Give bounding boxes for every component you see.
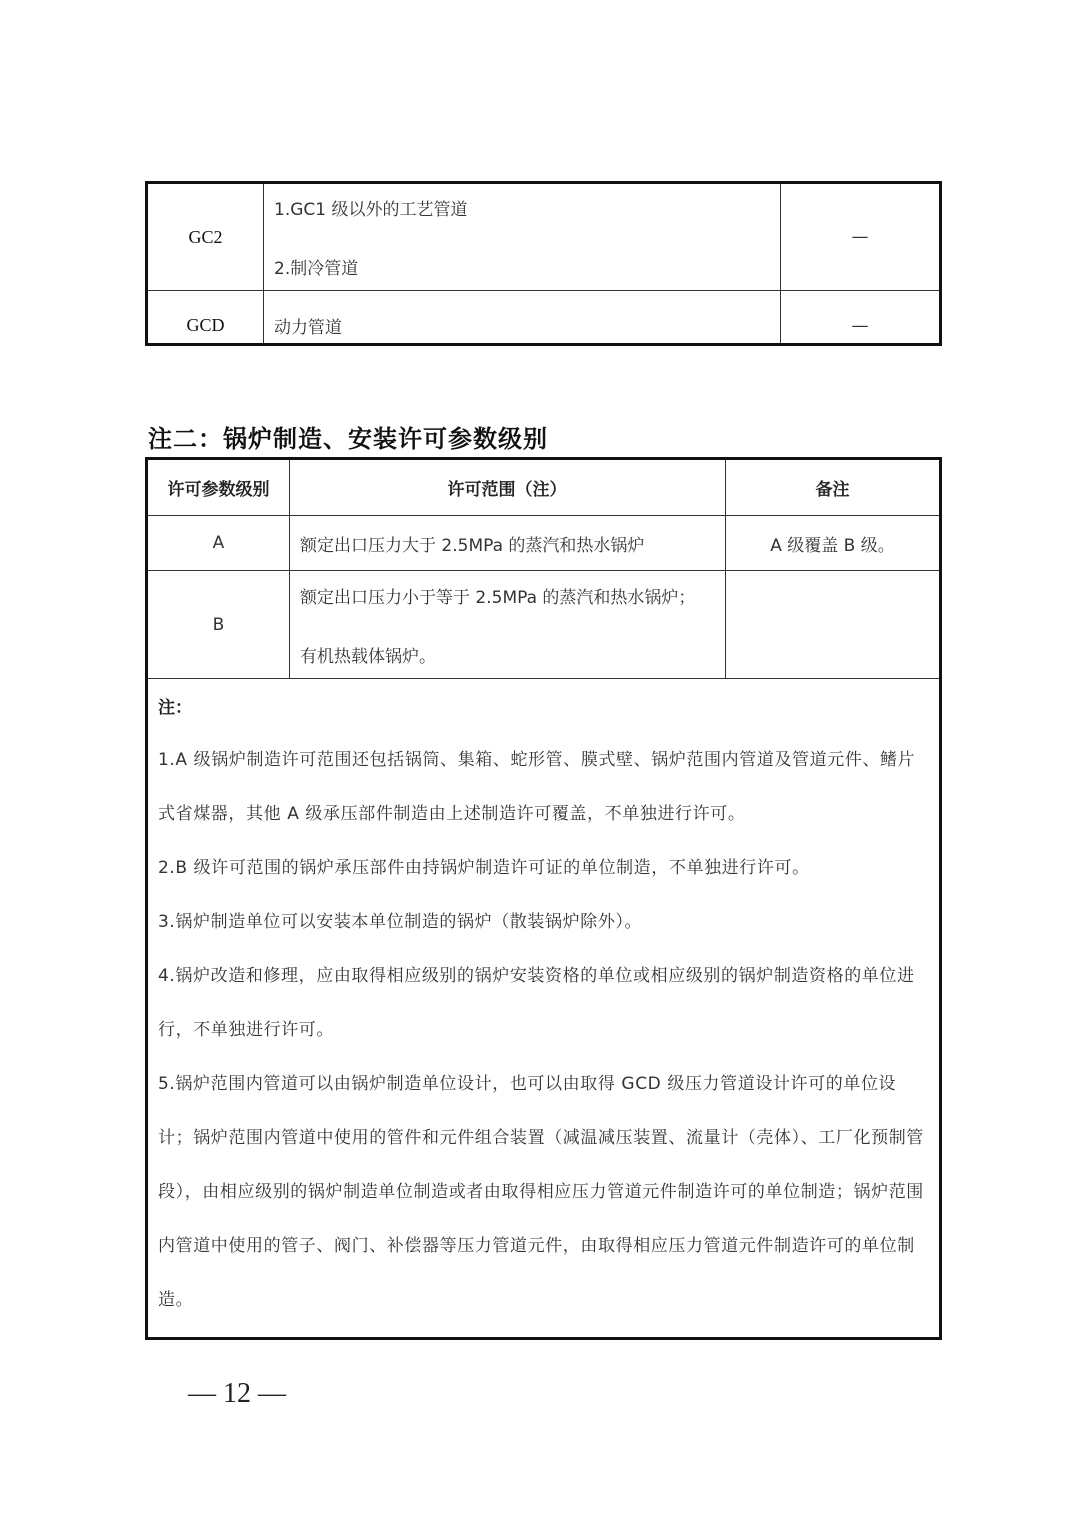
level-cell: GC2 bbox=[147, 183, 264, 291]
table-header-row bbox=[147, 459, 941, 516]
scope-line: 额定出口压力小于等于 2.5MPa 的蒸汽和热水锅炉； bbox=[300, 587, 696, 608]
scope-cell: 额定出口压力大于 2.5MPa 的蒸汽和热水锅炉 bbox=[290, 516, 726, 571]
section-title: 注二：锅炉制造、安装许可参数级别 bbox=[148, 425, 548, 453]
boiler-levels-table bbox=[145, 457, 942, 1340]
scope-cell: 动力管道 bbox=[264, 291, 781, 345]
scope-cell bbox=[290, 571, 726, 679]
header-scope: 许可范围（注） bbox=[290, 459, 726, 516]
note-item: 4.锅炉改造和修理，应由取得相应级别的锅炉安装资格的单位或相应级别的锅炉制造资格的单位进行，不单独进行许可。 bbox=[158, 966, 915, 1040]
remark-cell: — bbox=[781, 183, 941, 291]
piping-levels-table bbox=[145, 181, 942, 346]
note-item: 2.B 级许可范围的锅炉承压部件由持锅炉制造许可证的单位制造，不单独进行许可。 bbox=[158, 858, 810, 878]
notes-row bbox=[147, 679, 941, 1339]
header-level: 许可参数级别 bbox=[147, 459, 290, 516]
page-number: — 12 — bbox=[188, 1378, 286, 1409]
scope-cell bbox=[264, 183, 781, 291]
scope-line: 2.制冷管道 bbox=[274, 259, 359, 279]
notes-cell bbox=[147, 679, 941, 1339]
level-cell: B bbox=[147, 571, 290, 679]
note-item: 3.锅炉制造单位可以安装本单位制造的锅炉（散装锅炉除外）。 bbox=[158, 912, 643, 932]
notes-heading: 注： bbox=[158, 698, 192, 718]
remark-cell: — bbox=[781, 291, 941, 345]
level-cell: A bbox=[147, 516, 290, 571]
table-row bbox=[147, 516, 941, 571]
level-cell: GCD bbox=[147, 291, 264, 345]
header-remark: 备注 bbox=[726, 459, 941, 516]
remark-cell: A 级覆盖 B 级。 bbox=[726, 516, 941, 571]
note-item: 5.锅炉范围内管道可以由锅炉制造单位设计，也可以由取得 GCD 级压力管道设计许可的单位设计；锅炉范围内管道中使用的管件和元件组合装置（减温减压装置、流量计（壳体）、工厂化预制管段），由相应级别的锅炉制造单位制造或者由取得相应压力管道元件制造许可的单位制造；锅炉范围内管道中使用的管子、阀门、补偿器等压力管道元件，由取得相应压力管道元件制造许可的单位制造。 bbox=[158, 1074, 924, 1310]
table-row bbox=[147, 291, 941, 345]
note-item: 1.A 级锅炉制造许可范围还包括锅筒、集箱、蛇形管、膜式壁、锅炉范围内管道及管道元件、鳍片式省煤器，其他 A 级承压部件制造由上述制造许可覆盖，不单独进行许可。 bbox=[158, 750, 916, 824]
table-row bbox=[147, 571, 941, 679]
table-row bbox=[147, 183, 941, 291]
remark-cell bbox=[726, 571, 941, 679]
scope-line: 有机热载体锅炉。 bbox=[300, 646, 436, 667]
scope-line: 1.GC1 级以外的工艺管道 bbox=[274, 200, 468, 220]
